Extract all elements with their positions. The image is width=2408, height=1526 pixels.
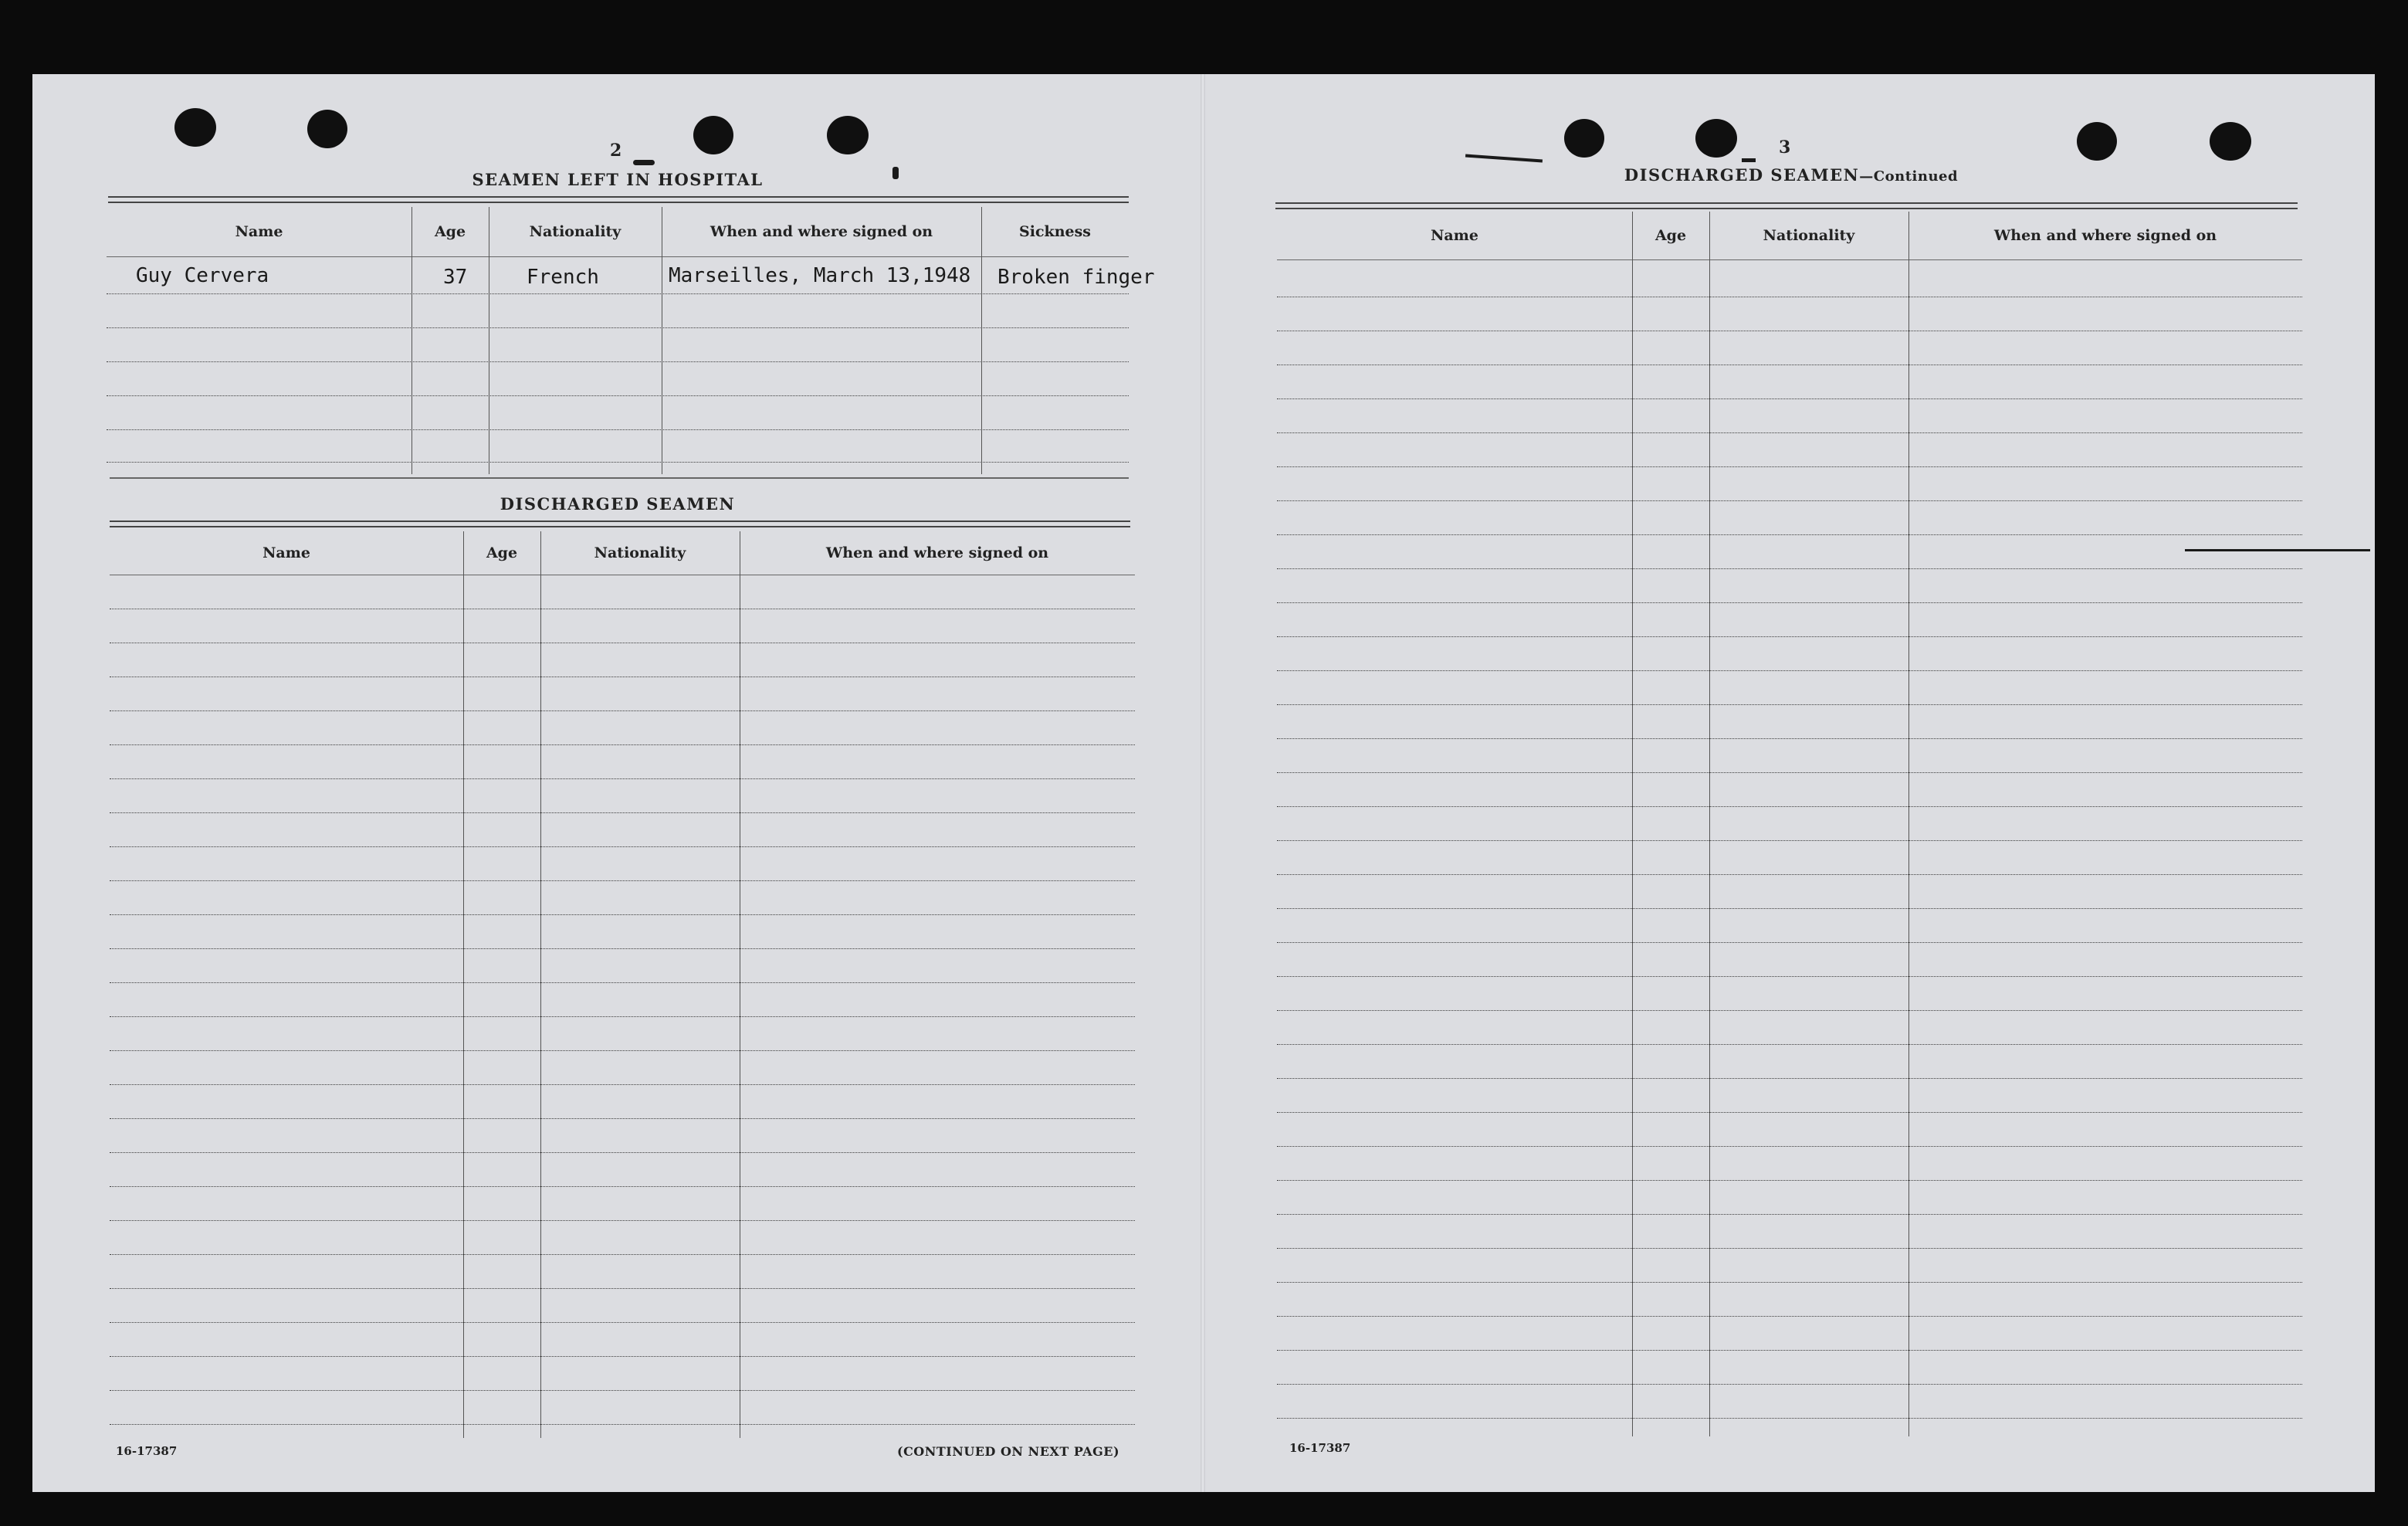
- punch-hole: [307, 110, 347, 148]
- page-number: 2: [610, 141, 622, 161]
- row-line: [110, 1288, 1135, 1289]
- row-line: [1277, 840, 2302, 841]
- punch-hole: [827, 116, 869, 154]
- column-divider: [411, 207, 412, 474]
- header-name: Name: [235, 223, 283, 240]
- entry-age: 37: [443, 266, 468, 289]
- row-line: [110, 1016, 1135, 1017]
- row-line: [1277, 398, 2302, 399]
- column-divider: [1709, 212, 1710, 1436]
- header-age: Age: [434, 223, 466, 240]
- row-line: [1277, 568, 2302, 569]
- header-nationality: Nationality: [594, 544, 686, 561]
- entry-name: Guy Cervera: [136, 264, 269, 287]
- punch-hole: [1564, 119, 1604, 158]
- header-signed-on: When and where signed on: [1993, 227, 2217, 244]
- row-line: [107, 395, 1129, 396]
- entry-nationality: French: [527, 266, 599, 289]
- row-line: [110, 1424, 1135, 1425]
- row-line: [1277, 1316, 2302, 1317]
- row-line: [1277, 1350, 2302, 1351]
- title-suffix: —Continued: [1859, 168, 1959, 185]
- row-line: [1277, 1044, 2302, 1045]
- header-age: Age: [1654, 227, 1687, 244]
- form-number: 16-17387: [1289, 1441, 1351, 1455]
- row-line: [1277, 976, 2302, 977]
- row-line: [110, 880, 1135, 881]
- punch-hole: [2077, 122, 2117, 161]
- row-line: [1277, 1418, 2302, 1419]
- column-divider: [463, 531, 464, 1438]
- page-fold: [1201, 74, 1205, 1492]
- row-line: [1277, 432, 2302, 433]
- row-line: [1277, 1180, 2302, 1181]
- column-divider: [1908, 212, 1909, 1436]
- row-line: [110, 1322, 1135, 1323]
- row-line: [110, 914, 1135, 915]
- ink-mark: [1742, 158, 1756, 162]
- row-line: [1277, 738, 2302, 739]
- ink-mark: [633, 160, 655, 165]
- table-header: [110, 531, 1135, 575]
- row-line: [1277, 942, 2302, 943]
- row-line: [110, 744, 1135, 745]
- table-header: [1277, 212, 2302, 260]
- column-divider: [1632, 212, 1633, 1436]
- row-line: [1277, 500, 2302, 501]
- header-signed-on: When and where signed on: [825, 544, 1049, 561]
- row-line: [1277, 704, 2302, 705]
- row-line: [1277, 602, 2302, 603]
- section-rule: [110, 521, 1130, 527]
- row-line: [107, 293, 1129, 294]
- row-line: [110, 812, 1135, 813]
- row-line: [110, 1118, 1135, 1119]
- discharged-continued-title: [1544, 165, 2038, 185]
- row-line: [107, 429, 1129, 430]
- entry-signed-on: Marseilles, March 13,1948: [669, 264, 971, 287]
- row-line: [1277, 772, 2302, 773]
- row-line: [1277, 1010, 2302, 1011]
- page-number: 3: [1779, 137, 1791, 158]
- row-line: [110, 1220, 1135, 1221]
- row-line: [1277, 670, 2302, 671]
- row-line: [1277, 1384, 2302, 1385]
- section-rule: [108, 196, 1129, 203]
- row-line: [110, 1390, 1135, 1391]
- row-line: [1277, 908, 2302, 909]
- row-line: [1277, 1078, 2302, 1079]
- entry-sickness: Broken finger: [997, 266, 1155, 289]
- row-line: [110, 846, 1135, 847]
- row-line: [107, 462, 1129, 463]
- row-line: [1277, 1282, 2302, 1283]
- punch-hole: [1695, 119, 1737, 158]
- discharged-table: [110, 531, 1135, 1438]
- continued-note: (CONTINUED ON NEXT PAGE): [897, 1444, 1120, 1459]
- row-line: [110, 948, 1135, 949]
- header-name: Name: [262, 544, 310, 561]
- row-line: [110, 1186, 1135, 1187]
- row-line: [110, 982, 1135, 983]
- header-age: Age: [486, 544, 518, 561]
- header-signed-on: When and where signed on: [710, 223, 933, 240]
- header-name: Name: [1431, 227, 1478, 244]
- table-header: [107, 207, 1129, 257]
- header-sickness: Sickness: [1019, 223, 1091, 240]
- row-line: [107, 327, 1129, 328]
- section-rule: [110, 477, 1129, 479]
- title-main: DISCHARGED SEAMEN: [1624, 165, 1860, 185]
- row-line: [110, 1356, 1135, 1357]
- section-rule: [1275, 202, 2298, 209]
- header-nationality: Nationality: [1763, 227, 1855, 244]
- column-divider: [981, 207, 982, 474]
- row-line: [1277, 874, 2302, 875]
- punch-hole: [2210, 122, 2251, 161]
- row-line: [1277, 466, 2302, 467]
- row-line: [110, 1084, 1135, 1085]
- row-line: [110, 1254, 1135, 1255]
- row-line: [1277, 636, 2302, 637]
- row-line: [110, 710, 1135, 711]
- hospital-section-title: SEAMEN LEFT IN HOSPITAL: [472, 170, 764, 189]
- punch-hole: [693, 116, 733, 154]
- row-line: [110, 1050, 1135, 1051]
- row-line: [1277, 806, 2302, 807]
- discharged-continued-table: [1277, 212, 2302, 1436]
- column-divider: [540, 531, 541, 1438]
- hospital-table: [107, 207, 1155, 474]
- form-number: 16-17387: [116, 1444, 178, 1458]
- punch-hole: [174, 108, 216, 147]
- row-line: [1277, 534, 2302, 535]
- ink-mark: [892, 167, 899, 179]
- row-line: [107, 361, 1129, 362]
- header-nationality: Nationality: [529, 223, 621, 240]
- row-line: [1277, 1146, 2302, 1147]
- row-line: [1277, 1214, 2302, 1215]
- discharged-section-title: DISCHARGED SEAMEN: [500, 494, 736, 514]
- row-line: [1277, 1112, 2302, 1113]
- row-line: [110, 1152, 1135, 1153]
- row-line: [110, 778, 1135, 779]
- row-line: [1277, 1248, 2302, 1249]
